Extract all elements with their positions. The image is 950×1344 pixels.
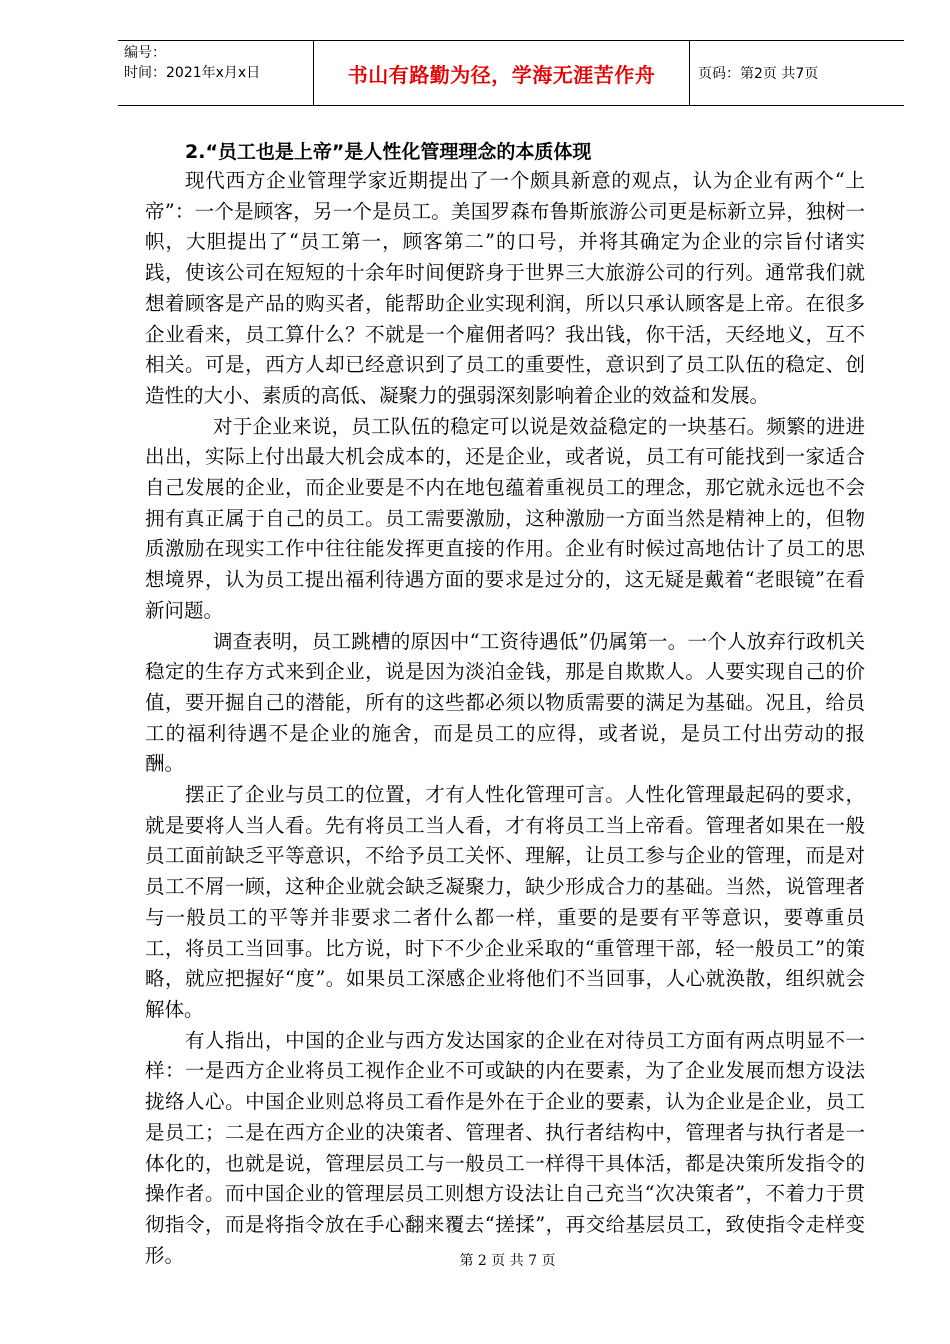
paragraph-5: 有人指出，中国的企业与西方发达国家的企业在对待员工方面有两点明显不一样：一是西方企业将员工视作企业不可或缺的内在要素，为了企业发展而想方设法拢络人心。中国企业则总将员工看作是外在于企业的要素，认为企业是企业，员工是员工；二是在西方企业的决策者、管理者、执行者结构中，管理者与执行者是一体化的，也就是说，管理层员工与一般员工一样得干具体活，都是决策所发指令的操作者。而中国企业的管理层员工则想方设法让自己充当“次决策者”，不着力于贯彻指令，而是将指令放在手心翻来覆去“搓揉”，再交给基层员工，致使指令走样变形。 <box>145 1028 865 1267</box>
section-heading: 2.“员工也是上帝”是人性化管理理念的本质体现 <box>185 141 592 163</box>
page-header <box>118 40 904 106</box>
header-page-info: 页码：第2页 共7页 <box>698 66 819 82</box>
page-footer: 第 2 页 共 7 页 <box>459 1253 556 1269</box>
header-motto: 书山有路勤为径，学海无涯苦作舟 <box>314 41 690 105</box>
paragraph-3: 调查表明，员工跳槽的原因中“工资待遇低”仍属第一。一个人放弃行政机关稳定的生存方式来到企业，说是因为淡泊金钱，那是自欺欺人。人要实现自己的价值，要开掘自己的潜能，所有的这些都必须以物质需要的满足为基础。况且，给员工的福利待遇不是企业的施舍，而是员工的应得，或者说，是员工付出劳动的报酬。 <box>145 629 865 776</box>
document-body <box>145 138 865 1271</box>
header-meta <box>118 41 314 105</box>
serial-number-label: 编号： <box>124 45 166 61</box>
paragraph-4: 摆正了企业与员工的位置，才有人性化管理可言。人性化管理最起码的要求，就是要将人当人看。先有将员工当人看，才有将员工当上帝看。管理者如果在一般员工面前缺乏平等意识，不给予员工关怀、理解，让员工参与企业的管理，而是对员工不屑一顾，这种企业就会缺乏凝聚力，缺少形成合力的基础。当然，说管理者与一般员工的平等并非要求二者什么都一样，重要的是要有平等意识，要尊重员工，将员工当回事。比方说，时下不少企业采取的“重管理干部，轻一般员工”的策略，就应把握好“度”。如果员工深感企业将他们不当回事，人心就涣散，组织就会解体。 <box>145 783 865 1021</box>
paragraph-2: 对于企业来说，员工队伍的稳定可以说是效益稳定的一块基石。频繁的进进出出，实际上付出最大机会成本的，还是企业，或者说，员工有可能找到一家适合自己发展的企业，而企业要是不内在地包蕴着重视员工的理念，那它就永远也不会拥有真正属于自己的员工。员工需要激励，这种激励一方面当然是精神上的，但物质激励在现实工作中往往能发挥更直接的作用。企业有时候过高地估计了员工的思想境界，认为员工提出福利待遇方面的要求是过分的，这无疑是戴着“老眼镜”在看新问题。 <box>145 414 865 622</box>
time-label: 时间：2021年x月x日 <box>124 65 261 81</box>
paragraph-1: 现代西方企业管理学家近期提出了一个颇具新意的观点，认为企业有两个“上帝”：一个是顾客，另一个是员工。美国罗森布鲁斯旅游公司更是标新立异，独树一帜，大胆提出了“员工第一，顾客第二”的口号，并将其确定为企业的宗旨付诸实践，使该公司在短短的十余年时间便跻身于世界三大旅游公司的行列。通常我们就想着顾客是产品的购买者，能帮助企业实现利润，所以只承认顾客是上帝。在很多企业看来，员工算什么？不就是一个雇佣者吗？我出钱，你干活，天经地义，互不相关。可是，西方人却已经意识到了员工的重要性，意识到了员工队伍的稳定、创造性的大小、素质的高低、凝聚力的强弱深刻影响着企业的效益和发展。 <box>145 169 865 407</box>
